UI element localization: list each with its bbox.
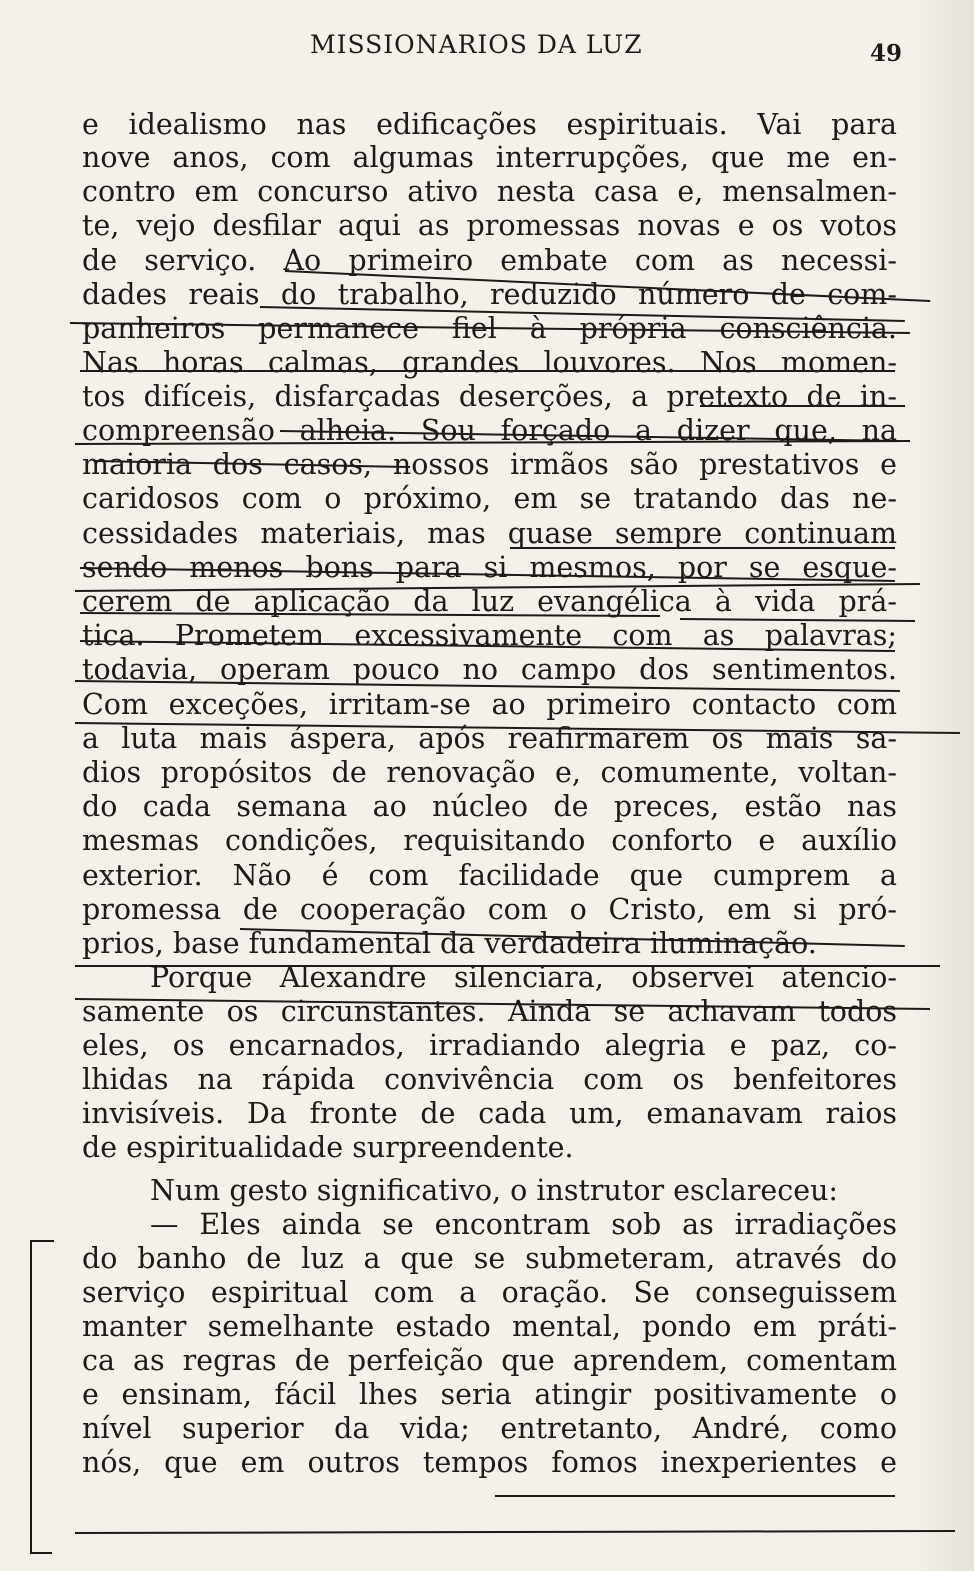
text-line: mesmas condições, requisitando conforto e auxílio [82,824,897,857]
text-line: nós, que em outros tempos fomos inexperientes e [82,1446,897,1479]
text-line: invisíveis. Da fronte de cada um, emanavam raios [82,1097,897,1130]
text-line: nível superior da vida; entretanto, André, como [82,1412,897,1445]
text-line: maioria dos casos, nossos irmãos são prestativos e [82,448,897,481]
text-line: dades reais do trabalho, reduzido número de com- [82,278,897,311]
text-line: tos difíceis, disfarçadas deserções, a pretexto de in- [82,380,897,413]
text-line: do banho de luz a que se submeteram, através do [82,1242,897,1275]
pen-underline [75,965,940,967]
pen-underline [75,1530,955,1534]
text-line: cessidades materiais, mas quase sempre continuam [82,517,897,550]
text-line: nove anos, com algumas interrupções, que me en- [82,141,897,174]
text-line: todavia, operam pouco no campo dos sentimentos. [82,653,897,686]
text-line: de serviço. Ao primeiro embate com as necessi- [82,244,897,277]
pen-underline [495,1495,895,1497]
pen-underline [80,370,895,372]
text-line: compreensão alheia. Sou forçado a dizer que, na [82,414,897,447]
text-line: serviço espiritual com a oração. Se conseguissem [82,1276,897,1309]
text-line: exterior. Não é com facilidade que cumprem a [82,859,897,892]
text-line: Num gesto significativo, o instrutor esclareceu: [150,1174,839,1207]
text-line: samente os circunstantes. Ainda se achavam todos [82,995,897,1028]
text-line: prios, base fundamental da verdadeira iluminação. [82,927,817,960]
text-line: do cada semana ao núcleo de preces, estão nas [82,790,897,823]
pen-underline [700,405,905,407]
text-line: eles, os encarnados, irradiando alegria e paz, co- [82,1029,897,1062]
text-line: dios propósitos de renovação e, comumente, voltan- [82,756,897,789]
text-line: ca as regras de perfeição que aprendem, comentam [82,1344,897,1377]
text-line: panheiros permanece fiel à própria consciência. [82,312,897,345]
text-line: e ensinam, fácil lhes seria atingir positivamente o [82,1378,897,1411]
text-line: manter semelhante estado mental, pondo em práti- [82,1310,897,1343]
page-number: 49 [870,40,903,67]
page-header [0,26,974,66]
text-line: lhidas na rápida convivência com os benfeitores [82,1063,897,1096]
text-line: e idealismo nas edificações espirituais. Vai para [82,108,897,141]
text-line: sendo menos bons para si mesmos, por se esque- [82,551,897,584]
text-line: tica. Prometem excessivamente com as palavras; [82,619,897,652]
text-line: Nas horas calmas, grandes louvores. Nos momen- [82,346,897,379]
text-line: a luta mais áspera, após reafirmarem os mais sa- [82,722,897,755]
text-line: Porque Alexandre silenciara, observei atencio- [150,961,897,994]
text-line: cerem de aplicação da luz evangélica à vida prá- [82,585,897,618]
text-line: caridosos com o próximo, em se tratando das ne- [82,482,897,515]
page-edge-shadow [914,0,974,1571]
text-line: Com exceções, irritam-se ao primeiro contacto com [82,688,897,721]
text-line: promessa de cooperação com o Cristo, em si pró- [82,893,897,926]
text-line: de espiritualidade surpreendente. [82,1131,574,1164]
running-title: MISSIONARIOS DA LUZ [310,30,643,59]
margin-bracket-bottom [30,1552,52,1554]
pen-underline [510,547,895,549]
text-line: contro em concurso ativo nesta casa e, mensalmen- [82,175,897,208]
margin-bracket-mark [30,1240,54,1554]
text-line: — Eles ainda se encontram sob as irradiações [150,1208,897,1241]
text-line: te, vejo desfilar aqui as promessas novas e os votos [82,209,897,242]
